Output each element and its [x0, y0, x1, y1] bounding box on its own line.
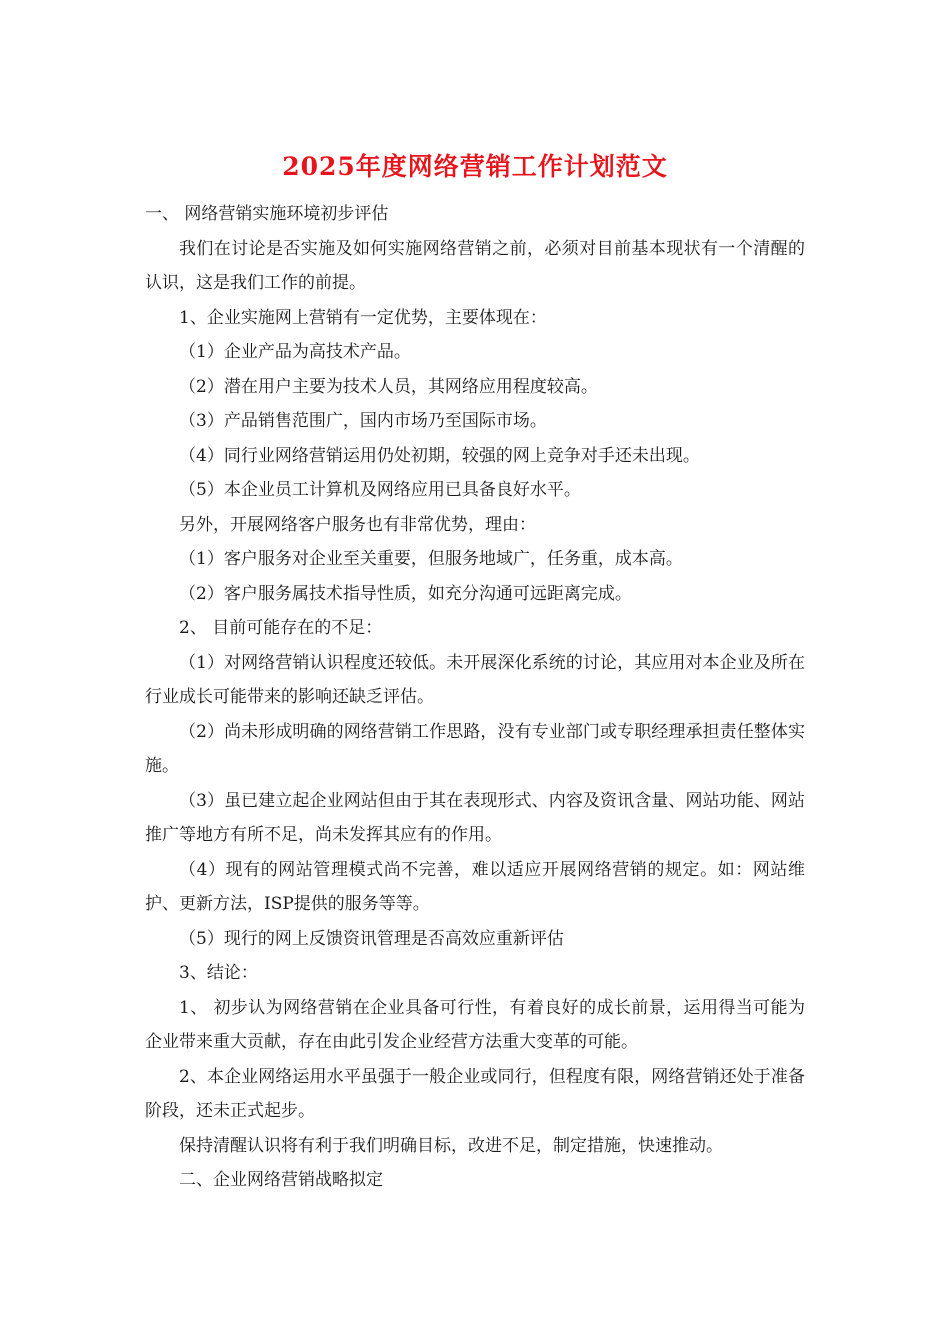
document-body [145, 197, 805, 1198]
document-title: 2025年度网络营销工作计划范文 [282, 152, 668, 181]
paragraph: 另外，开展网络客户服务也有非常优势，理由： [179, 514, 536, 535]
paragraph: 2、本企业网络运用水平虽强于一般企业或同行，但程度有限，网络营销还处于准备阶段，还未正式起步。 [145, 1066, 805, 1121]
paragraph: 2、 目前可能存在的不足： [179, 618, 383, 638]
paragraph: 一、 网络营销实施环境初步评估 [145, 204, 389, 224]
paragraph: 1、 初步认为网络营销在企业具备可行性，有着良好的成长前景，运用得当可能为企业带来重大贡献，存在由此引发企业经营方法重大变革的可能。 [145, 997, 805, 1052]
paragraph: （2）潜在用户主要为技术人员，其网络应用程度较高。 [179, 376, 598, 397]
paragraph: （2）客户服务属技术指导性质，如充分沟通可远距离完成。 [179, 583, 632, 604]
paragraph: 保持清醒认识将有利于我们明确目标，改进不足，制定措施，快速推动。 [179, 1135, 723, 1156]
paragraph: （1）企业产品为高技术产品。 [179, 342, 411, 362]
paragraph: 1、企业实施网上营销有一定优势，主要体现在： [179, 307, 547, 328]
paragraph: （3）虽已建立起企业网站但由于其在表现形式、内容及资讯含量、网站功能、网站推广等地方有所不足，尚未发挥其应有的作用。 [145, 790, 805, 845]
paragraph: （5）现行的网上反馈资讯管理是否高效应重新评估 [179, 928, 564, 949]
paragraph: 3、结论： [179, 963, 258, 983]
paragraph: （2）尚未形成明确的网络营销工作思路，没有专业部门或专职经理承担责任整体实施。 [145, 721, 805, 776]
paragraph: （5）本企业员工计算机及网络应用已具备良好水平。 [179, 480, 581, 500]
paragraph: （4）同行业网络营销运用仍处初期，较强的网上竞争对手还未出现。 [179, 445, 700, 466]
paragraph: （1）对网络营销认识程度还较低。未开展深化系统的讨论，其应用对本企业及所在行业成长可能带来的影响还缺乏评估。 [145, 652, 805, 707]
paragraph: （3）产品销售范围广，国内市场乃至国际市场。 [179, 411, 547, 431]
paragraph: 我们在讨论是否实施及如何实施网络营销之前，必须对目前基本现状有一个清醒的认识，这是我们工作的前提。 [145, 238, 805, 293]
paragraph: （1）客户服务对企业至关重要，但服务地域广，任务重，成本高。 [179, 549, 683, 569]
paragraph: 二、企业网络营销战略拟定 [179, 1170, 383, 1190]
paragraph: （4）现有的网站管理模式尚不完善，难以适应开展网络营销的规定。如：网站维护、更新方法，ISP提供的服务等等。 [145, 859, 805, 914]
